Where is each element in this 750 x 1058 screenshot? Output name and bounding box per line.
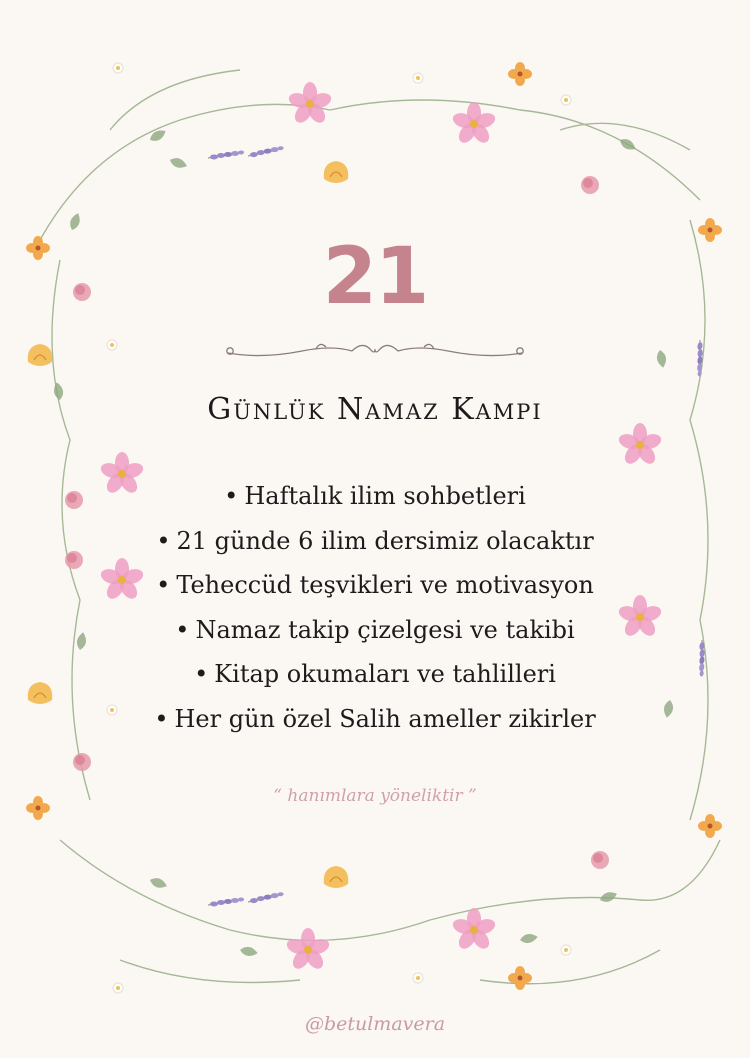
day-count-number: 21 [322,232,428,322]
list-item: • 21 günde 6 ilim dersimiz olacaktır [156,526,594,555]
ornament-divider-icon [222,337,528,365]
feature-list [0,474,750,741]
page-title: Günlük Namaz Kampı [207,392,543,427]
list-item: • Her gün özel Salih ameller zikirler [154,704,596,733]
list-item: • Haftalık ilim sohbetleri [224,482,526,510]
list-item: • Teheccüd teşvikleri ve motivasyon [156,571,594,599]
list-item: • Kitap okumaları ve tahlilleri [194,660,556,688]
audience-note: “ hanımlara yöneliktir ” [273,786,477,806]
list-item: • Namaz takip çizelgesi ve takibi [175,615,575,644]
author-handle: @betulmavera [304,1013,446,1035]
